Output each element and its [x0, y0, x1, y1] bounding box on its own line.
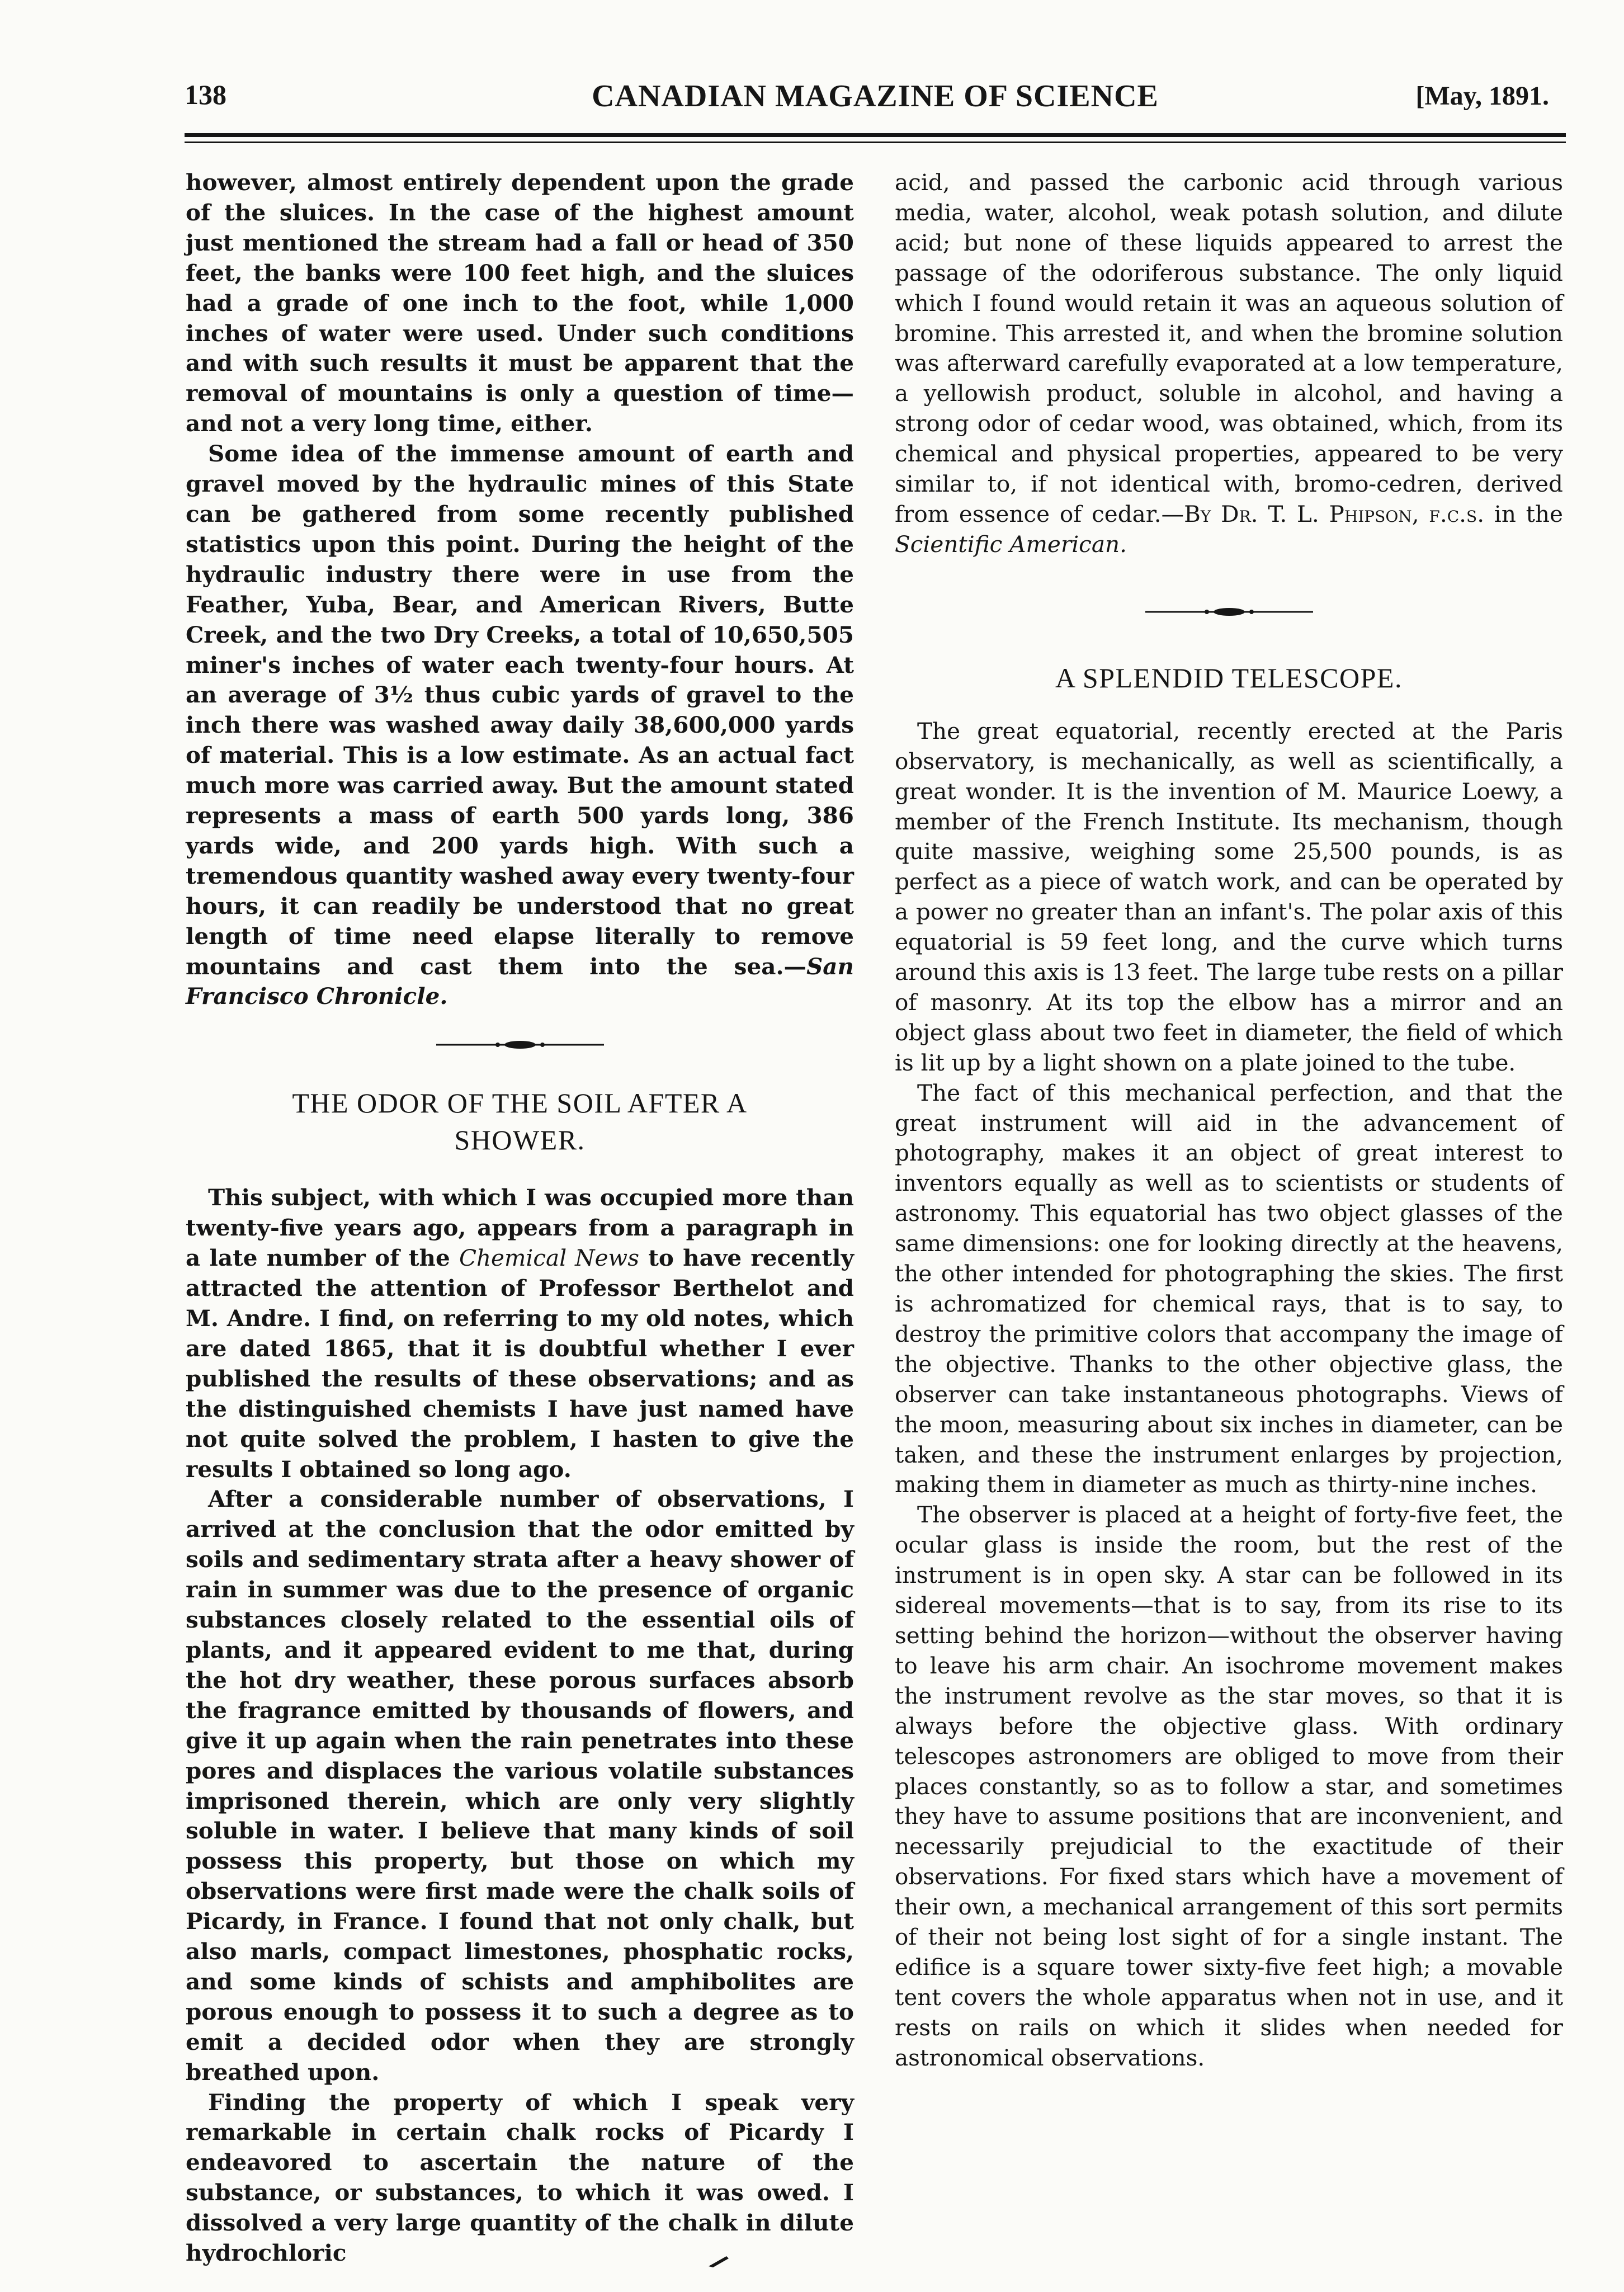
article-heading-line2: SHOWER. — [454, 1124, 586, 1156]
article-heading: THE ODOR OF THE SOIL AFTER A — [292, 1087, 748, 1119]
paragraph: The great equatorial, recently erected at the Paris observatory, is mechanically, as well as scientifically, a great wonder. It is the invention of M. Maurice Loewy, a member of the French Institute. Its mechanism, though quite massive, weighing some 25,500 pounds, is as perfect as a piece of watch work, and can be operated by a power no greater than an infant's. The polar axis of this equatorial is 59 feet long, and the curve which turns around this axis is 13 feet. The large tube rests on a pillar of masonry. At its top the elbow has a mirror and an object glass about two feet in diameter, the field of which is lit up by a light shown on a plate joined to the tube. — [895, 717, 1563, 1076]
section-divider-ornament — [436, 1036, 604, 1053]
header-rule-thin — [185, 142, 1566, 143]
article-odor-continued — [895, 168, 1563, 560]
article-hydraulic-mining — [186, 168, 854, 1012]
paragraph: After a considerable number of observations, I arrived at the conclusion that the odor emitted by soils and sedimentary strata after a heavy shower of rain in summer was due to the presence of organic substances closely related to the essential oils of plants, and it appeared evident to me that, during the hot dry weather, these porous surfaces absorb the fragrance emitted by thousands of flowers, and give it up again when the rain penetrates into these pores and displaces the various volatile substances imprisoned therein, which are only very slightly soluble in water. I believe that many kinds of soil possess this property, but those on which my observations were first made were the chalk soils of Picardy, in France. I found that not only chalk, but also marls, compact limestones, phosphatic rocks, and some kinds of schists and amphibolites are porous enough to possess it to such a degree as to emit a decided odor when they are strongly breathed upon. — [186, 1485, 854, 2086]
article-heading: A SPLENDID TELESCOPE. — [1055, 662, 1403, 694]
article-odor-of-soil — [186, 1084, 854, 2269]
journal-citation: Chemical News — [459, 1244, 639, 1272]
paragraph-text: Some idea of the immense amount of earth and gravel moved by the hydraulic mines of this State can be gathered from some recently published statistics upon this point. During the height of the hydraulic industry there were in use from the Feather, Yuba, Bear, and American Rivers, Butte Creek, and the two Dry Creeks, a total of 10,650,505 miner's inches of water each twenty-four hours. At an average of 3½ thus cubic yards of gravel to the inch there was washed away daily 38,600,000 yards of material. This is a low estimate. As an actual fact much more was carried away. But the amount stated represents a mass of earth 500 yards long, 386 yards wide, and 200 yards high. With such a tremendous quantity washed away every twenty-four hours, it can readily be understood that no great length of time need elapse literally to remove mountains and cast them into the sea.— — [186, 440, 854, 980]
paragraph — [895, 168, 1563, 560]
paragraph — [186, 439, 854, 1012]
source-citation: San Francisco Chronicle. — [186, 952, 854, 1010]
ink-mark — [707, 2254, 730, 2269]
article-splendid-telescope — [895, 659, 1563, 2073]
running-head — [185, 78, 1566, 123]
left-column — [186, 168, 854, 2269]
paragraph-text: This subject, with which I was occupied more than twenty-five years ago, appears from a paragraph in a late number of the — [186, 1184, 854, 1272]
paragraph: however, almost entirely dependent upon the grade of the sluices. In the case of the highest amount just mentioned the stream had a fall or head of 350 feet, the banks were 100 feet high, and the sluices had a grade of one inch to the foot, while 1,000 inches of water were used. Under such conditions and with such results it must be apparent that the removal of mountains is only a question of time—and not a very long time, either. — [186, 169, 854, 437]
paragraph — [186, 1183, 854, 1484]
right-column — [895, 168, 1563, 2073]
header-rule-thick — [185, 133, 1566, 137]
paragraph: Finding the property of which I speak very remarkable in certain chalk rocks of Picardy I endeavored to ascertain the nature of the substance, or substances, to which it was owed. I dissolved a very large quantity of the chalk in dilute hydrochloric — [186, 2088, 854, 2267]
paragraph-text: in the — [1484, 500, 1564, 527]
journal-title: CANADIAN MAGAZINE OF SCIENCE — [592, 79, 1159, 114]
issue-date: [May, 1891. — [1415, 81, 1549, 111]
paragraph-text: acid, and passed the carbonic acid through various media, water, alcohol, weak potash solution, and dilute acid; but none of these liquids appeared to arrest the passage of the odoriferous substance. The only liquid which I found would retain it was an aqueous solution of bromine. This arrested it, and when the bromine solution was afterward carefully evaporated at a low temperature, a yellowish product, soluble in alcohol, and having a strong odor of cedar wood, was obtained, which, from its chemical and physical properties, appeared to be very similar to, if not identical with, bromo-cedren, derived from essence of cedar.— — [895, 169, 1563, 527]
section-divider-ornament — [1145, 603, 1313, 620]
paragraph: The fact of this mechanical perfection, and that the great instrument will aid in the advancement of photography, makes it an object of great interest to inventors equally as well as to scientists or students of astronomy. This equatorial has two object glasses of the same dimensions: one for looking directly at the heavens, the other intended for photographing the skies. The first is achromatized for chemical rays, that is to say, to destroy the primitive colors that accompany the image of the objective. Thanks to the other objective glass, the observer can take instantaneous photographs. Views of the moon, measuring about six inches in diameter, can be taken, and these the instrument enlarges by projection, making them in diameter as much as thirty-nine inches. — [895, 1079, 1563, 1498]
source-citation: Scientific American. — [895, 530, 1127, 558]
author-byline: By Dr. T. L. Phipson, f.c.s. — [1184, 500, 1485, 527]
paragraph-text: to have recently attracted the attention of Professor Berthelot and M. Andre. I find, on referring to my old notes, which are dated 1865, that it is doubtful whether I ever published the results of these observations; and as the distinguished chemists I have just named have not quite solved the problem, I hasten to give the results I obtained so long ago. — [186, 1244, 854, 1483]
paragraph: The observer is placed at a height of forty-five feet, the ocular glass is inside the room, but the rest of the instrument is in open sky. A star can be followed in its sidereal movements—that is to say, from its rise to its setting behind the horizon—without the observer having to leave his arm chair. An isochrome movement makes the instrument revolve as the star moves, so that it is always before the objective glass. With ordinary telescopes astronomers are obliged to move from their places constantly, so as to follow a star, and sometimes they have to assume positions that are inconvenient, and necessarily prejudicial to the exactitude of their observations. For fixed stars which have a movement of their own, a mechanical arrangement of this sort permits of their not being lost sight of for a single instant. The edifice is a square tower sixty-five feet high; a movable tent covers the whole apparatus when not in use, and it rests on rails on which it slides when needed for astronomical observations. — [895, 1501, 1563, 2071]
page-number: 138 — [185, 79, 226, 110]
